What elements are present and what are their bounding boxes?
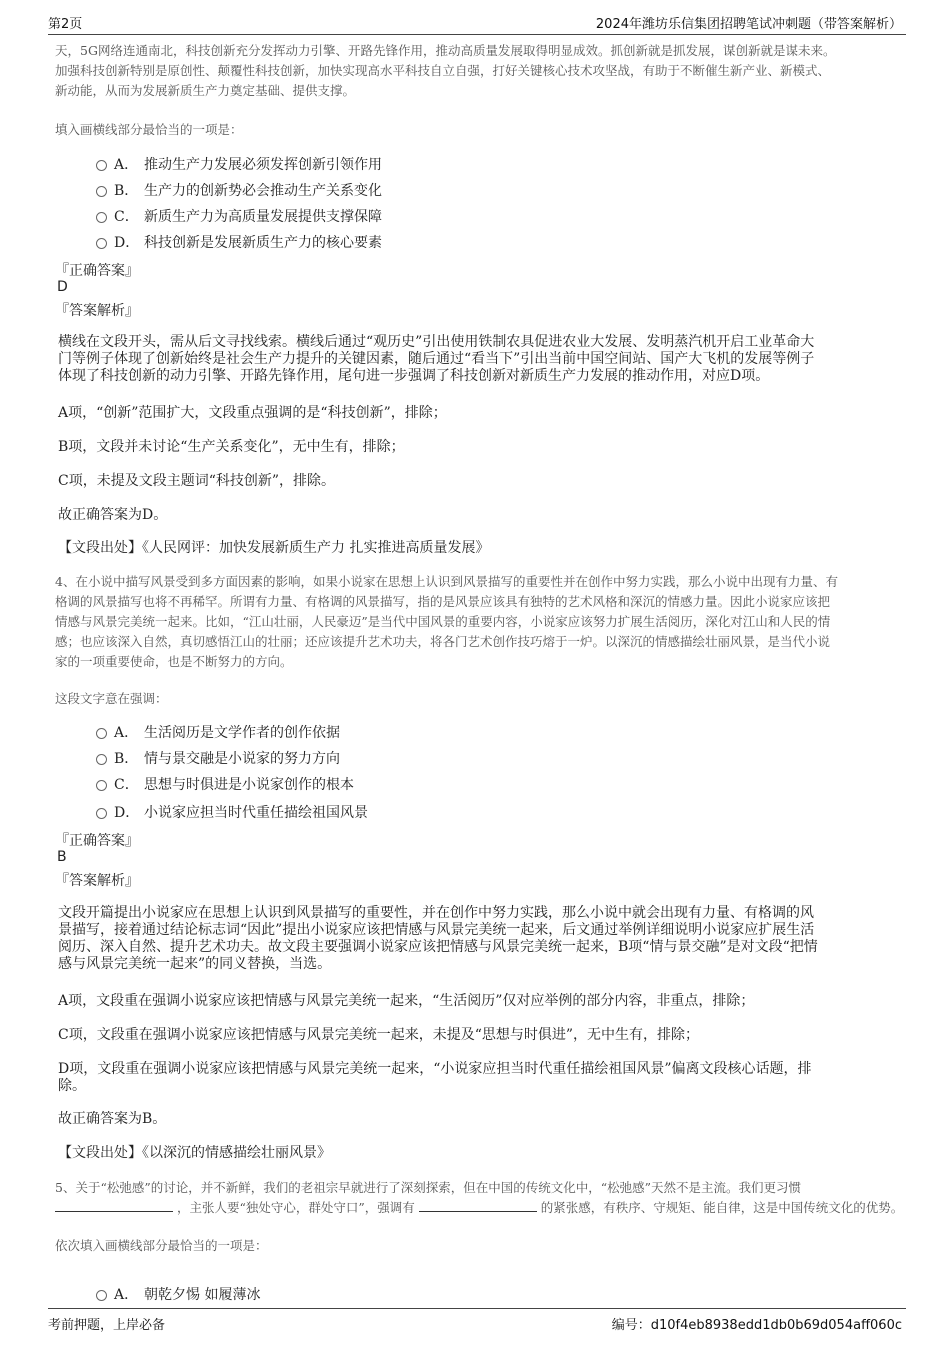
q4-conclusion: 故正确答案为B。 xyxy=(58,1111,167,1127)
radio-icon[interactable] xyxy=(96,754,107,765)
q5-line2: ，主张人要“独处守心，群处守口”，强调有 的紧张感，有秩序、守规矩、能自律，这是中国传统文化的优势。 xyxy=(55,1198,905,1218)
q3-answer-label: 『正确答案』 xyxy=(55,263,139,279)
q4-analysis-label: 『答案解析』 xyxy=(55,873,139,889)
q4-answer-label: 『正确答案』 xyxy=(55,833,139,849)
q3-source: 【文段出处】《人民网评：加快发展新质生产力 扎实推进高质量发展》 xyxy=(58,540,490,556)
q3-conclusion: 故正确答案为D。 xyxy=(58,507,168,523)
q3-passage-line: 新动能，从而为发展新质生产力奠定基础、提供支撑。 xyxy=(55,83,356,98)
q3-analysis-label: 『答案解析』 xyxy=(55,303,139,319)
q3-passage-line: 天，5G网络连通南北，科技创新充分发挥动力引擎、开路先锋作用，推动高质量发展取得明显成效。抓创新就是抓发展，谋创新就是谋未来。 xyxy=(55,43,836,58)
q3-analysis-para: 横线在文段开头，需从后文寻找线索。横线后通过“观历史”引出使用铁制农具促进农业大发展、发明蒸汽机开启工业革命大 门等例子体现了创新始终是社会生产力提升的关键因素，随后通过“看当下”引出当前中国空间站、国产大飞机的发展等例子 体现了科技创新的动力引擎、开路先锋作用，尾句进一步强调了科技创新对新质生产力发展的推动作用，对应D项。 xyxy=(58,334,815,384)
q3-analysis-a: A项，“创新”范围扩大，文段重点强调的是“科技创新”，排除； xyxy=(58,405,447,421)
q4-answer: B xyxy=(57,849,67,865)
radio-icon[interactable] xyxy=(96,186,107,197)
q4-analysis-a: A项，文段重在强调小说家应该把情感与风景完美统一起来，“生活阅历”仅对应举例的部分内容，非重点，排除； xyxy=(58,993,755,1009)
radio-icon[interactable] xyxy=(96,808,107,819)
q3-analysis-b: B项，文段并未讨论“生产关系变化”，无中生有，排除； xyxy=(58,439,405,455)
q4-prompt: 这段文字意在强调： xyxy=(55,691,168,706)
q4-passage: 4、在小说中描写风景受到多方面因素的影响，如果小说家在思想上认识到风景描写的重要性并在创作中努力实践，那么小说中出现有力量、有 格调的风景描写也将不再稀罕。所谓有力量、有格调的风景描写，指的是风景应该具有独特的艺术风格和深沉的情感力量。因此小说家应该把 情感与风景完美统一起来。比如，“江山壮丽，人民豪迈”是当代中国风景的重要内容，小说家应该努力扩展生活阅历，深化对江山和人民的情 感；也应该深入自然，真切感悟江山的壮丽；还应该提升艺术功夫，将各门艺术创作技巧熔于一炉。以深沉的情感描绘壮丽风景，是当代小说 家的一项重要使命，也是不断努力的方向。 xyxy=(55,574,838,669)
page-header xyxy=(48,10,906,35)
fill-blank xyxy=(55,1199,173,1212)
radio-icon[interactable] xyxy=(96,160,107,171)
q5-prompt: 依次填入画横线部分最恰当的一项是： xyxy=(55,1238,268,1253)
document-code: 编号：d10f4eb8938edd1db0b69d054aff060c xyxy=(611,1318,902,1333)
fill-blank xyxy=(419,1199,537,1212)
q5-passage: 5、关于“松弛感”的讨论，并不新鲜，我们的老祖宗早就进行了深刻探索，但在中国的传统文化中，“松弛感”天然不是主流。我们更习惯 ，主张人要“独处守心，群处守口”，强调有 的紧张感，有秩序、守规矩、能自律，这是中国传统文化的优势。 xyxy=(55,1178,905,1218)
radio-icon[interactable] xyxy=(96,238,107,249)
q3-answer: D xyxy=(57,279,68,295)
page-number: 第2页 xyxy=(48,17,83,32)
q3-analysis-c: C项，未提及文段主题词“科技创新”，排除。 xyxy=(58,473,336,489)
radio-icon[interactable] xyxy=(96,780,107,791)
footer-slogan: 考前押题，上岸必备 xyxy=(48,1318,166,1333)
q3-passage-line: 加强科技创新特别是原创性、颠覆性科技创新，加快实现高水平科技自立自强，打好关键核心技术攻坚战，有助于不断催生新产业、新模式、 xyxy=(55,63,831,78)
q4-analysis-para: 文段开篇提出小说家应在思想上认识到风景描写的重要性，并在创作中努力实践，那么小说中就会出现有力量、有格调的风 景描写，接着通过结论标志词“因此”提出小说家应该把情感与风景完美统一起来，后文通过举例详细说明小说家应扩展生活 阅历、深入自然、提升艺术功夫。故文段主要强调小说家应该把情感与风景完美统一起来，B项“情与景交融”是对文段“把情 感与风景完美统一起来”的同义替换，当选。 xyxy=(58,905,818,972)
document-title: 2024年潍坊乐信集团招聘笔试冲刺题（带答案解析） xyxy=(595,17,902,32)
q4-analysis-d: D项，文段重在强调小说家应该把情感与风景完美统一起来，“小说家应担当时代重任描绘祖国风景”偏离文段核心话题，排 除。 xyxy=(58,1061,812,1094)
q3-prompt: 填入画横线部分最恰当的一项是： xyxy=(55,122,243,137)
page-footer xyxy=(48,1308,906,1335)
q4-analysis-c: C项，文段重在强调小说家应该把情感与风景完美统一起来，未提及“思想与时俱进”，无中生有，排除； xyxy=(58,1027,700,1043)
q3-passage xyxy=(55,41,905,101)
radio-icon[interactable] xyxy=(96,728,107,739)
radio-icon[interactable] xyxy=(96,1290,107,1301)
q4-source: 【文段出处】《以深沉的情感描绘壮丽风景》 xyxy=(58,1145,331,1161)
radio-icon[interactable] xyxy=(96,212,107,223)
